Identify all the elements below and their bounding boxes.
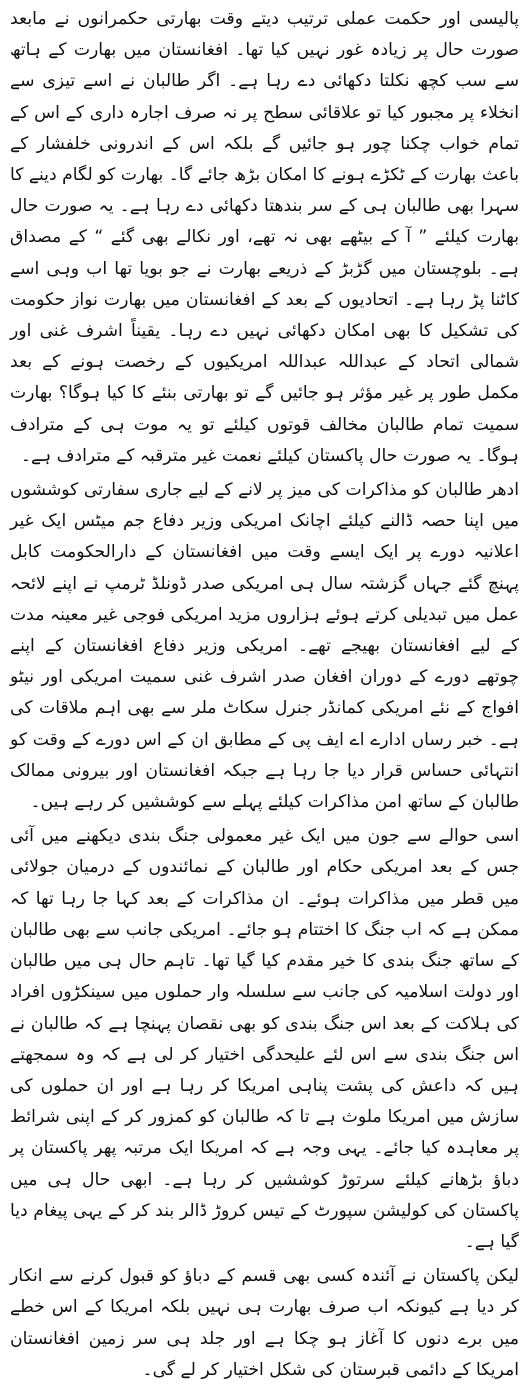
article-paragraph-1: پالیسی اور حکمت عملی ترتیب دیتے وقت بھارتی حکمرانوں نے مابعد صورت حال پر زیادہ غور نہیں کیا تھا۔ افغانستان میں بھارت کے ہاتھ سے سب کچھ نکلتا دکھائی دے رہا ہے۔ اگر طالبان نے اسے تیزی سے انخلاء پر مجبور کیا تو علاقائی سطح پر نہ صرف اجارہ داری کے اس کے تمام خواب چکنا چور ہو جائیں گے بلکہ اس کے اندرونی خلفشار کے باعث بھارت کے ٹکڑے ہونے کا امکان بڑھ جائے گا۔ بھارت کو لگام دینے کا سہرا بھی طالبان ہی کے سر بندھتا دکھائی دے رہا ہے۔ یہ صورت حال بھارت کیلئے ” آ کے بیٹھے بھی نہ تھے، اور نکالے بھی گئے “ کے مصداق ہے۔ بلوچستان میں گڑبڑ کے ذریعے بھارت نے جو بویا تھا اب وہی اسے کاٹنا پڑ رہا ہے۔ اتحادیوں کے بعد کے افغانستان میں بھارت نواز حکومت کی تشکیل کا بھی امکان دکھائی نہیں دے رہا۔ یقیناً اشرف غنی اور شمالی اتحاد کے عبداللہ عبداللہ امریکیوں کے رخصت ہونے کے بعد مکمل طور پر غیر مؤثر ہو جائیں گے تو بھارتی بنئے کا کیا ہوگا؟ بھارت سمیت تمام طالبان مخالف قوتوں کیلئے تو یہ موت ہی کے مترادف ہوگا۔ یہ صورت حال پاکستان کیلئے نعمت غیر مترقبہ کے مترادف ہے۔ — [10, 9, 519, 466]
article-paragraph-3: اسی حوالے سے جون میں ایک غیر معمولی جنگ بندی دیکھنے میں آئی جس کے بعد امریکی حکام اور طالبان کے نمائندوں کے درمیان جولائی میں قطر میں مذاکرات ہوئے۔ ان مذاکرات کے بعد کہا جا رہا تھا کہ ممکن ہے کہ اب جنگ کا اختتام ہو جائے۔ امریکی جانب سے بھی طالبان کے ساتھ جنگ بندی کا خیر مقدم کیا گیا تھا۔ تاہم حال ہی میں طالبان اور دولت اسلامیہ کی جانب سے سلسلہ وار حملوں میں سینکڑوں افراد کی ہلاکت کے بعد اس جنگ بندی کو بھی نقصان پہنچا ہے کہ طالبان نے اس جنگ بندی سے اس لئے علیحدگی اختیار کر لی ہے کہ وہ سمجھتے ہیں کہ داعش کی پشت پناہی امریکا کر رہا ہے اور ان حملوں کی سازش میں امریکا ملوث ہے تا کہ طالبان کو کمزور کر کے اپنی شرائط پر معاہدہ کیا جائے۔ یہی وجہ ہے کہ امریکا ایک مرتبہ پھر پاکستان پر دباؤ بڑھانے کیلئے سرتوڑ کوششیں کر رہا ہے۔ ابھی حال ہی میں پاکستان کی کولیشن سپورٹ کے تیس کروڑ ڈالر بند کر کے یہی پیغام دیا گیا ہے۔ — [10, 826, 519, 1252]
article-paragraph-2: ادھر طالبان کو مذاکرات کی میز پر لانے کے لیے جاری سفارتی کوششوں میں اپنا حصہ ڈالنے کیلئے اچانک امریکی وزیر دفاع جم میٹس ایک غیر اعلانیہ دورے پر ایک ایسے وقت میں افغانستان کے دارالحکومت کابل پہنچ گئے جہاں گزشتہ سال ہی امریکی صدر ڈونلڈ ٹرمپ نے اپنے لائحہ عمل میں تبدیلی کرتے ہوئے ہزاروں مزید امریکی فوجی غیر معینہ مدت کے لیے افغانستان بھیجے تھے۔ امریکی وزیر دفاع افغانستان کے اپنے چوتھے دورے کے دوران افغان صدر اشرف غنی سمیت امریکی اور نیٹو افواج کے نئے امریکی کمانڈر جنرل سکاٹ ملر سے بھی اہم ملاقات کی ہے۔ خبر رساں ادارے اے ایف پی کے مطابق ان کے اس دورے کے وقت کو انتہائی حساس قرار دیا جا رہا ہے جبکہ افغانستان اور بیرونی ممالک طالبان کے ساتھ امن مذاکرات کیلئے پہلے سے کوششیں کر رہے ہیں۔ — [10, 480, 519, 813]
article-paragraph-4: لیکن پاکستان نے آئندہ کسی بھی قسم کے دباؤ کو قبول کرنے سے انکار کر دیا ہے کیونکہ اب صرف بھارت ہی نہیں بلکہ امریکا کے اس خطے میں برے دنوں کا آغاز ہو چکا ہے اور جلد ہی سر زمین افغانستان امریکا کے دائمی قبرستان کی شکل اختیار کر لے گی۔ — [10, 1266, 519, 1380]
